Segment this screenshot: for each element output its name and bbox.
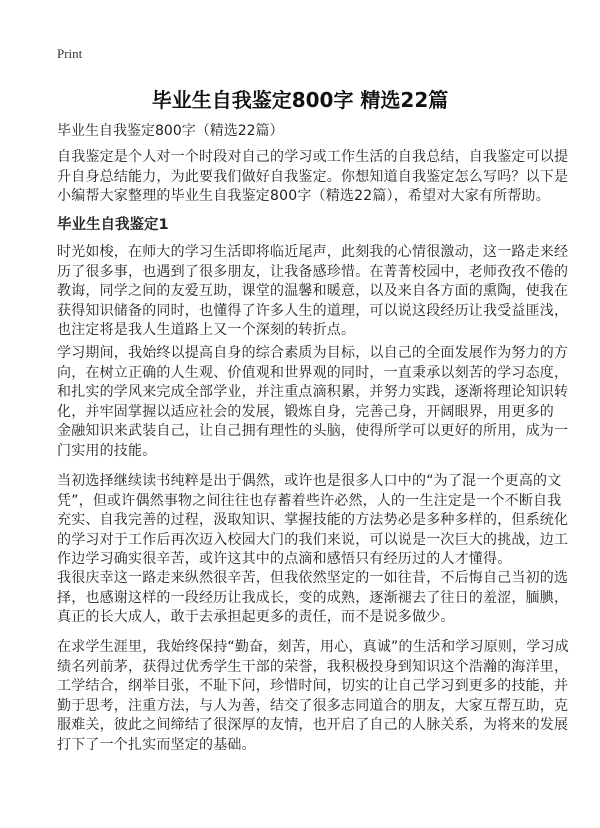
intro-paragraph bbox=[57, 148, 568, 207]
line: 服难关，彼此之间缔结了很深厚的友情，也开启了自己的人脉关系，为将来的发展 bbox=[57, 717, 569, 734]
line: 门实用的技能。 bbox=[57, 442, 157, 459]
line: 学习期间，我始终以提高自身的综合素质为目标，以自己的全面发展作为努力的方 bbox=[57, 345, 569, 361]
paragraph-2 bbox=[57, 344, 568, 462]
line: 教诲，同学之间的友爱互助，课堂的温馨和暖意，以及来自各方面的熏陶，使我在 bbox=[57, 283, 569, 300]
line: 也注定将是我人生道路上又一个深刻的转折点。 bbox=[57, 322, 356, 339]
line: 历了很多事，也遇到了很多朋友，让我备感珍惜。在菁菁校园中，老师孜孜不倦的 bbox=[57, 263, 569, 280]
paragraph-5 bbox=[57, 638, 569, 756]
line: 充实、自我完善的过程，汲取知识、掌握技能的方法势必是多种多样的，但系统化 bbox=[57, 512, 569, 529]
line: 获得知识储备的同时，也懂得了许多人生的道理，可以说这段经历让我受益匪浅， bbox=[57, 302, 569, 319]
paragraph-4 bbox=[57, 569, 568, 628]
line: 化，并牢固掌握以适应社会的发展，锻炼自身，完善己身，开阔眼界，用更多的 bbox=[57, 403, 554, 420]
line: 金融知识来武装自己，让自己拥有理性的头脑，使得所学可以更好的所用，成为一 bbox=[57, 423, 569, 440]
line: 升自身总结能力，为此要我们做好自我鉴定。你想知道自我鉴定怎么写吗？以下是 bbox=[57, 168, 569, 185]
line: 时光如梭，在师大的学习生活即将临近尾声，此刻我的心情很激动，这一路走来经 bbox=[57, 244, 569, 260]
paragraph-1 bbox=[57, 243, 568, 341]
line: 打下了一个扎实而坚定的基础。 bbox=[57, 736, 256, 753]
subtitle: 毕业生自我鉴定800字（精选22篇） bbox=[57, 123, 284, 139]
page-title: 毕业生自我鉴定800字 精选22篇 bbox=[151, 88, 449, 112]
section-heading: 毕业生自我鉴定1 bbox=[57, 217, 169, 233]
line: 择，也感谢这样的一段经历让我成长，变的成熟，逐渐褪去了往日的羞涩，腼腆， bbox=[57, 589, 569, 606]
line: 真正的长大成人，敢于去承担起更多的责任，而不是说多做少。 bbox=[57, 609, 455, 626]
print-link[interactable]: Print bbox=[57, 46, 83, 61]
line: 当初选择继续读书纯粹是出于偶然，或许也是很多人口中的“为了混一个更高的文 bbox=[57, 473, 562, 489]
line: 我很庆幸这一路走来纵然很辛苦，但我依然坚定的一如往昔，不后悔自己当初的选 bbox=[57, 570, 569, 586]
line: 工学结合，纲举目张，不耻下问，珍惜时间，切实的让自己学习到更多的技能，并 bbox=[57, 678, 569, 695]
line: 绩名列前茅，获得过优秀学生干部的荣誉，我积极投身到知识这个浩瀚的海洋里， bbox=[57, 658, 569, 675]
line: 向，在树立正确的人生观、价值观和世界观的同时，一直秉承以刻苦的学习态度， bbox=[57, 364, 569, 381]
paragraph-3 bbox=[57, 472, 568, 570]
line: 在求学生涯里，我始终保持“勤奋，刻苦，用心，真诚”的生活和学习原则，学习成 bbox=[57, 639, 569, 655]
line: 凭”，但或许偶然事物之间往往也存蓄着些许必然，人的一生注定是一个不断自我 bbox=[57, 492, 562, 509]
line: 作边学习确实很辛苦，或许这其中的点滴和感悟只有经历过的人才懂得。 bbox=[57, 551, 512, 568]
line: 小编帮大家整理的毕业生自我鉴定800字（精选22篇），希望对大家有所帮助。 bbox=[57, 188, 550, 205]
line: 自我鉴定是个人对一个时段对自己的学习或工作生活的自我总结，自我鉴定可以提 bbox=[57, 149, 569, 165]
line: 勤于思考，注重方法，与人为善，结交了很多志同道合的朋友，大家互帮互助，克 bbox=[57, 697, 569, 714]
line: 的学习对于工作后再次迈入校园大门的我们来说，可以说是一次巨大的挑战，边工 bbox=[57, 531, 569, 548]
line: 和扎实的学风来完成全部学业，并注重点滴积累，并努力实践，逐渐将理论知识转 bbox=[57, 384, 569, 401]
